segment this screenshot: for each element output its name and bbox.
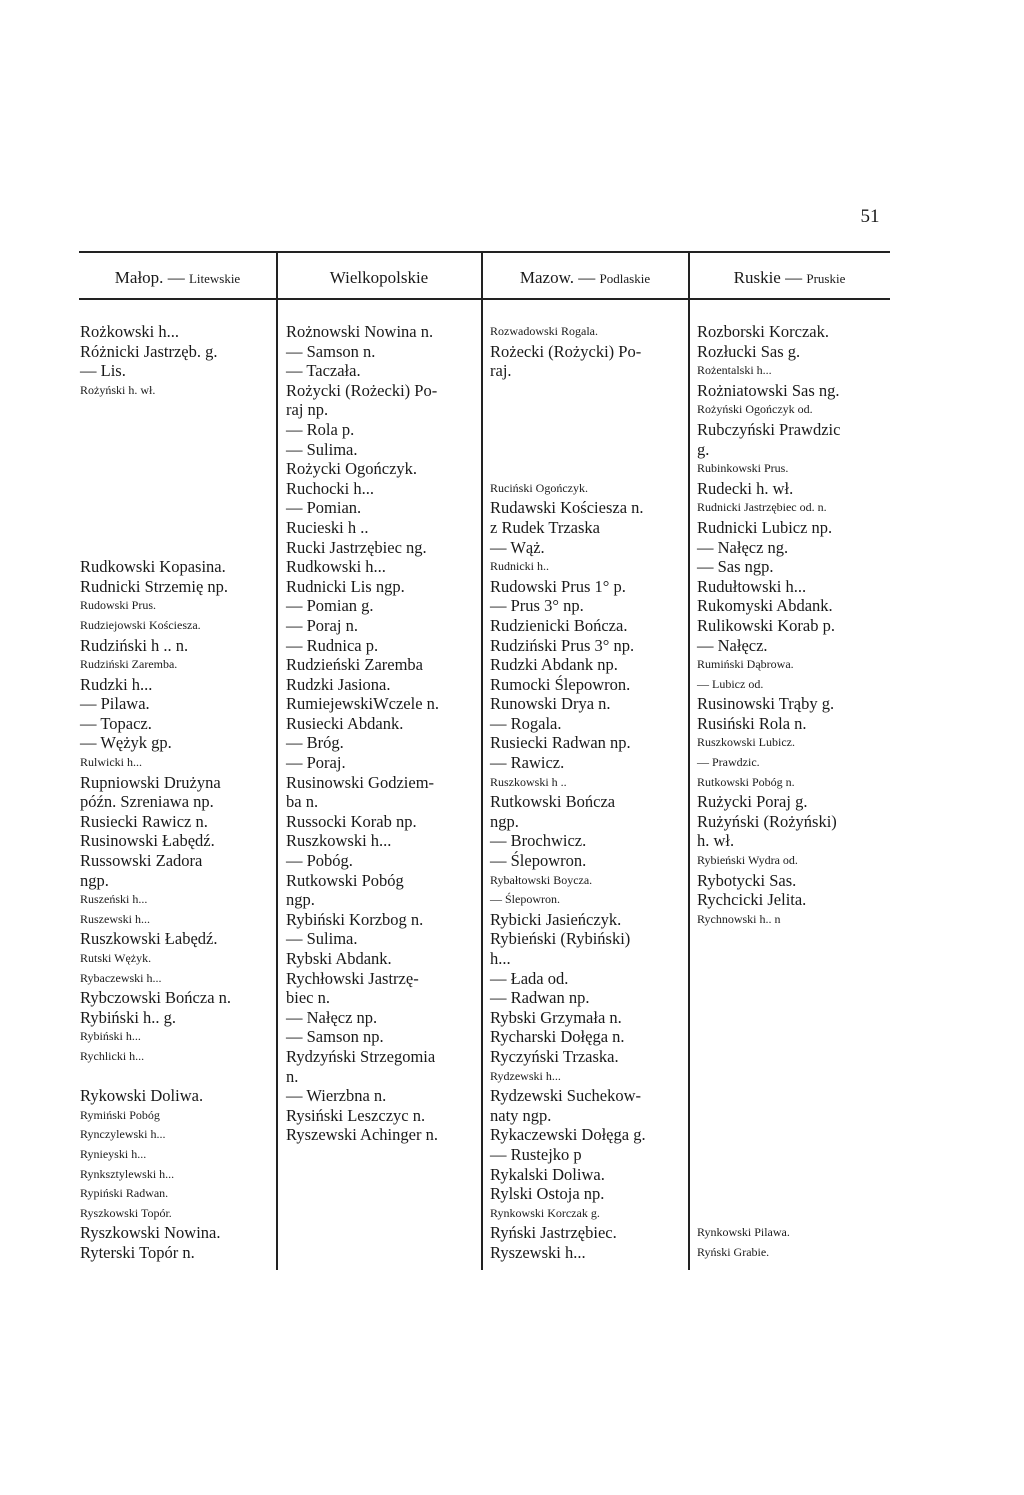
surname-entry: — Samson n. [286,341,376,361]
surname-entry: Rylski Ostoja np. [490,1184,605,1204]
surname-entry: — Taczała. [286,361,361,381]
surname-entry: — Lis. [80,361,126,381]
surname-entry: — Samson np. [286,1027,384,1047]
column-divider [688,252,690,1270]
blank-line [490,400,686,420]
blank-line [80,400,274,420]
blank-line [697,1165,889,1185]
header-sub: Litewskie [188,271,241,286]
surname-entry: Rudawski Kościesza n. [490,498,644,518]
surname-entry: — Prus 3° np. [490,596,584,616]
blank-line [697,1145,889,1165]
surname-entry: Rynieyski h... [80,1146,147,1161]
surname-entry: Rozłucki Sas g. [697,341,801,361]
surname-entry: Ryszkowski Nowina. [80,1223,221,1243]
surname-entry: Rudzki Abdank np. [490,655,618,675]
header-dash: — [163,268,189,287]
surname-entry: Rychłowski Jastrzę- [286,968,419,988]
blank-line [80,440,274,460]
surname-entry: Rydzewski h... [490,1068,561,1083]
surname-entry: — Sulima. [286,929,358,949]
surname-entry: Rudułtowski h... [697,576,807,596]
blank-line [80,420,274,440]
blank-line [697,1008,889,1028]
surname-entry: ngp. [286,890,315,910]
surname-entry: — Pobóg. [286,851,353,871]
surname-entry: Rubczyński Prawdzic [697,419,841,439]
surname-entry: — Rudnica p. [286,635,379,655]
surname-entry: Ryszewski Achinger n. [286,1125,438,1145]
blank-line [697,949,889,969]
surname-entry: — Pomian. [286,498,362,518]
surname-entry: Russocki Korab np. [286,811,417,831]
surname-entry: Rozborski Korczak. [697,322,829,341]
surname-entry: biec n. [286,988,330,1008]
surname-entry: Rudnicki Strzemię np. [80,576,229,596]
surname-entry: Rudnicki h.. [490,559,549,574]
surname-entry: Rykowski Doliwa. [80,1086,204,1106]
surname-entry: Rypiński Radwan. [80,1186,169,1201]
surname-entry: Rusiński Rola n. [697,713,807,733]
surname-entry: Rudziński h .. n. [80,635,189,655]
surname-entry: Rybicki Jasieńczyk. [490,909,622,929]
surname-entry: Rumocki Ślepowron. [490,674,631,694]
surname-entry: — Nałęcz. [697,635,768,655]
column-divider [481,252,483,1270]
surname-entry: Rudnicki Lubicz np. [697,517,833,537]
surname-entry: Rudkowski h... [286,557,386,577]
surname-entry: Rucieski h .. [286,517,369,537]
surname-entry: Ryterski Topór n. [80,1242,195,1262]
surname-entry: Rupniowski Drużyna [80,772,221,792]
surname-entry: Rutski Wężyk. [80,951,152,965]
column-divider [276,252,278,1270]
blank-line [697,988,889,1008]
surname-entry: RumiejewskiWczele n. [286,694,440,714]
blank-line [490,440,686,460]
surname-entry: Rużyński (Rożyński) [697,811,837,831]
surname-entry: — Bróg. [286,733,344,753]
surname-entry: — Lubicz od. [697,676,764,691]
surname-entry: Rożniatowski Sas ng. [697,380,840,400]
blank-line [697,929,889,949]
surname-entry: Rybałtowski Boycza. [490,872,593,887]
surname-entry: — Pilawa. [80,694,150,714]
surname-entry: — Sulima. [286,439,358,459]
header-main: Małop. [114,268,164,287]
blank-line [80,518,274,538]
surname-entry: Russowski Zadora [80,851,203,871]
surname-entry: Rybiński h.. g. [80,1007,177,1027]
surname-entry: Rudzienicki Bończa. [490,615,628,635]
blank-line [697,1106,889,1126]
surname-entry: Rukomyski Abdank. [697,596,833,616]
surname-entry: — Nałęcz np. [286,1007,378,1027]
surname-entry: Rutkowski Pobóg n. [697,774,795,789]
surname-entry: Rynkowski Pilawa. [697,1225,790,1240]
surname-entry: Rybieński Wydra od. [697,853,798,868]
surname-entry: Ruszewski h... [80,911,150,926]
surname-entry: — Rustejko p [490,1144,582,1164]
surname-entry: Rybski Abdank. [286,949,392,968]
surname-entry: Rudzki h... [80,674,153,694]
surname-entry: Rudnicki Jastrzębiec od. n. [697,500,827,515]
surname-entry: Rożnowski Nowina n. [286,322,434,341]
surname-entry: — Rola p. [286,419,355,439]
surname-entry: Rucki Jastrzębiec ng. [286,537,427,557]
surname-entry: Rychcicki Jelita. [697,890,807,910]
surname-entry: Rudecki h. wł. [697,478,794,498]
surname-entry: Rusinowski Trąby g. [697,694,835,714]
column-header [79,268,276,288]
surname-entry: Rudowski Prus 1° p. [490,576,626,596]
surname-entry: Rybotycki Sas. [697,870,797,890]
surname-entry: Rudnicki Lis ngp. [286,576,405,596]
column-mazow-podlaskie [490,322,686,1263]
surname-entry: Rykaczewski Dołęga g. [490,1125,646,1145]
surname-entry: Rumiński Dąbrowa. [697,657,794,672]
surname-entry: Runowski Drya n. [490,694,611,714]
surname-entry: Rożyński h. wł. [80,382,156,397]
surname-entry: Rudzki Jasiona. [286,674,391,694]
surname-entry: Rusiecki Abdank. [286,713,404,733]
surname-entry: Rudziński Prus 3° np. [490,635,635,655]
surname-entry: Rymiński Pobóg [80,1107,160,1122]
surname-entry: ngp. [490,811,519,831]
surname-entry: Rutkowski Bończa [490,792,616,812]
surname-entry: Rusinowski Łabędź. [80,831,215,851]
surname-entry: Rychlicki h... [80,1048,145,1063]
surname-entry: Rudkowski Kopasina. [80,557,226,577]
surname-entry: Rusiecki Radwan np. [490,733,631,753]
surname-entry: Ruszkowski h .. [490,774,567,789]
surname-entry: Rybczowski Bończa n. [80,988,232,1008]
blank-line [697,1086,889,1106]
surname-entry: — Topacz. [80,713,152,733]
surname-entry: Rulikowski Korab p. [697,615,835,635]
surname-entry: z Rudek Trzaska [490,517,600,537]
surname-entry: Rużycki Poraj g. [697,792,808,812]
header-bottom-rule [79,298,890,300]
surname-entry: Rybiński h... [80,1029,141,1044]
header-main: Wielkopolskie [329,268,429,287]
blank-line [80,459,274,479]
blank-line [697,1027,889,1047]
surname-entry: — Prawdzic. [697,755,760,770]
surname-entry: późn. Szreniawa np. [80,792,214,812]
surname-entry: — Ślepowron. [490,892,560,907]
surname-entry: Rożycki Ogończyk. [286,459,418,479]
surname-entry: Ruszkowski h... [286,831,392,851]
surname-entry: Ryczyński Trzaska. [490,1046,619,1066]
surname-entry: Ruchocki h... [286,478,374,498]
surname-entry: — Wierzbna n. [286,1086,387,1106]
surname-entry: Rydzyński Strzegomia [286,1046,436,1066]
surname-entry: Rybieński (Rybiński) [490,929,631,949]
surname-entry: Rozwadowski Rogala. [490,324,598,338]
surname-entry: Rożyński Ogończyk od. [697,402,813,417]
header-dash: — [780,268,807,287]
surname-entry: Rybski Grzymała n. [490,1007,622,1027]
blank-line [697,1204,889,1224]
surname-entry: — Wężyk gp. [80,733,172,753]
surname-entry: Rynczylewski h... [80,1127,166,1142]
surname-entry: Rożentalski h... [697,363,772,378]
blank-line [697,1125,889,1145]
surname-entry: Rulwicki h... [80,755,142,770]
blank-line [697,1184,889,1204]
page-number: 51 [860,206,880,227]
header-top-rule [79,251,890,253]
surname-entry: — Ślepowron. [490,851,587,871]
surname-entry: Rybiński Korzbog n. [286,909,424,929]
surname-entry: Rusiecki Rawicz n. [80,811,208,831]
surname-entry: ngp. [80,870,109,890]
surname-entry: — Nałęcz ng. [697,537,789,557]
surname-entry: ba n. [286,792,319,812]
surname-entry: — Rogala. [490,713,562,733]
blank-line [697,969,889,989]
surname-entry: — Brochwicz. [490,831,587,851]
column-header [689,268,890,288]
surname-entry: Rożycki (Rożecki) Po- [286,380,438,400]
header-sub: Pruskie [806,271,846,286]
surname-entry: Rudziejowski Kościesza. [80,617,201,632]
surname-entry: Rysiński Leszczyc n. [286,1105,426,1125]
surname-entry: g. [697,439,710,459]
surname-entry: Ruszkowski Łabędź. [80,929,218,949]
header-main: Mazow. [519,268,575,287]
surname-entry: Rudzieński Zaremba [286,655,423,675]
surname-entry: Rożecki (Rożycki) Po- [490,341,642,361]
surname-entry: — Poraj n. [286,615,358,635]
surname-entry: Ryszkowski Topór. [80,1205,172,1220]
blank-line [80,1067,274,1087]
surname-entry: — Wąż. [490,537,545,557]
surname-entry: — Sas ngp. [697,557,774,577]
surname-entry: Ryński Grabie. [697,1244,770,1259]
column-wielkopolskie [286,322,480,1145]
blank-line [490,381,686,401]
surname-entry: Ryszewski h... [490,1242,586,1262]
surname-entry: naty ngp. [490,1105,552,1125]
surname-entry: Rybaczewski h... [80,970,162,985]
column-malop-litewskie [80,322,274,1263]
surname-entry: h. wł. [697,831,735,851]
blank-line [80,479,274,499]
surname-entry: Rubinkowski Prus. [697,461,789,476]
surname-entry: Rydzewski Suchekow- [490,1086,642,1106]
surname-entry: Rudowski Prus. [80,598,157,613]
surname-entry: n. [286,1066,299,1086]
blank-line [697,1067,889,1087]
surname-entry: Rykalski Doliwa. [490,1164,605,1184]
surname-entry: Ruszkowski Lubicz. [697,735,795,750]
header-sub: Podlaskie [599,271,651,286]
surname-entry: raj np. [286,400,329,420]
surname-entry: — Rawicz. [490,753,565,773]
blank-line [80,538,274,558]
blank-line [490,459,686,479]
surname-entry: Ryński Jastrzębiec. [490,1223,617,1243]
column-ruskie-pruskie [697,322,889,1263]
surname-entry: Różnicki Jastrzęb. g. [80,341,218,361]
surname-entry: Rożkowski h... [80,322,179,341]
surname-entry: Rychnowski h.. n [697,911,781,926]
surname-entry: Ruszeński h... [80,892,148,907]
surname-entry: — Łada od. [490,968,569,988]
surname-entry: Rudziński Zaremba. [80,657,178,672]
blank-line [490,420,686,440]
header-main: Ruskie [733,268,781,287]
surname-entry: Rycharski Dołęga n. [490,1027,625,1047]
surname-entry: Rynksztylewski h... [80,1166,175,1181]
surname-entry: Rynkowski Korczak g. [490,1205,600,1220]
surname-entry: Rusinowski Godziem- [286,772,435,792]
surname-entry: — Radwan np. [490,988,590,1008]
blank-line [697,1047,889,1067]
surname-entry: — Poraj. [286,753,346,773]
column-header [277,268,481,288]
surname-entry: — Pomian g. [286,596,374,616]
surname-entry: Ruciński Ogończyk. [490,480,588,495]
header-dash: — [574,268,600,287]
surname-entry: h... [490,949,511,968]
blank-line [80,498,274,518]
column-header [482,268,688,288]
surname-entry: Rutkowski Pobóg [286,870,404,890]
surname-entry: raj. [490,361,512,381]
